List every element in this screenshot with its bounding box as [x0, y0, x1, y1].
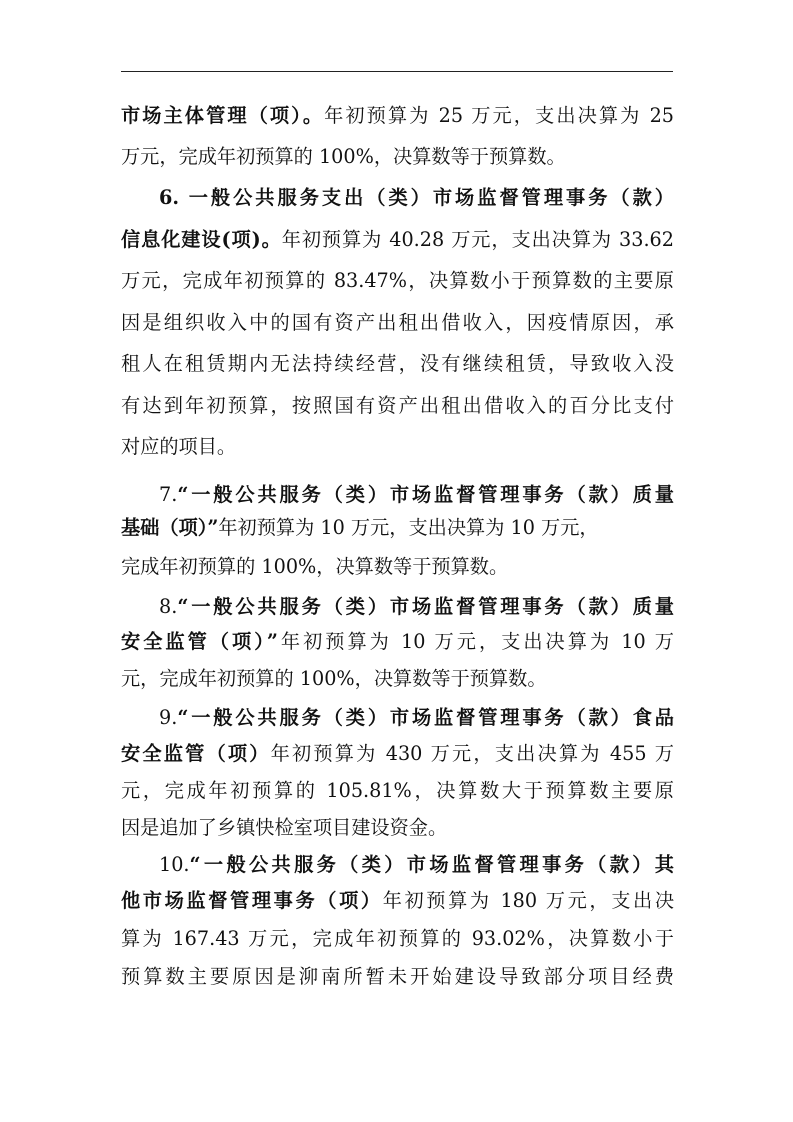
p9-line-4: 因是追加了乡镇快检室项目建设资金。: [121, 816, 448, 839]
p9-number: 9.: [159, 706, 178, 729]
p5-line-2: 万元，完成年初预算的 100%，决算数等于预算数。: [121, 145, 566, 168]
p10-line-3: 算为 167.43 万元，完成年初预算的 93.02%，决算数小于: [121, 927, 674, 950]
p7-line-1: [159, 480, 674, 510]
p9-title-end: 安全监管（项）: [121, 742, 271, 765]
p8-title: “一般公共服务（类）市场监督管理事务（款）质量: [177, 595, 674, 618]
p5-title: 市场主体管理（项）。: [121, 104, 325, 127]
p6-line-6: 有达到年初预算，按照国有资产出租出借收入的百分比支付: [121, 394, 674, 417]
p7-number: 7.: [159, 483, 178, 506]
p10-title-end: 他市场监督管理事务（项）: [121, 889, 383, 912]
p10-line-2: [121, 886, 674, 916]
p6-line-4: 因是组织收入中的国有资产出租出借收入，因疫情原因，承: [121, 311, 674, 334]
p9-title: “一般公共服务（类）市场监督管理事务（款）食品: [177, 706, 674, 729]
p6-title: 信息化建设(项)。: [121, 228, 282, 251]
p6-line-2: [121, 225, 674, 255]
p8-title-end: 安全监管（项）”: [121, 630, 278, 653]
p7-text: 年初预算为 10 万元，支出决算为 10 万元，: [218, 516, 599, 539]
p6-line-5: 租人在租赁期内无法持续经营，没有继续租赁，导致收入没: [121, 352, 674, 375]
p8-text: 年初预算为 10 万元，支出决算为 10 万: [277, 630, 674, 653]
p8-number: 8.: [159, 595, 178, 618]
p5-text: 年初预算为 25 万元，支出决算为 25: [324, 104, 674, 127]
p6-line-3: 万元，完成年初预算的 83.47%，决算数小于预算数的主要原: [121, 269, 674, 292]
p6-text: 年初预算为 40.28 万元，支出决算为 33.62: [281, 228, 674, 251]
header-rule: [121, 71, 673, 72]
p8-line-1: [159, 592, 674, 622]
p9-line-3: 元，完成年初预算的 105.81%，决算数大于预算数主要原: [121, 779, 674, 802]
p9-line-2: [121, 739, 674, 769]
p7-title: “一般公共服务（类）市场监督管理事务（款）质量: [177, 483, 674, 506]
p9-text: 年初预算为 430 万元，支出决算为 455 万: [270, 742, 674, 765]
p8-line-3: 元，完成年初预算的 100%，决算数等于预算数。: [121, 667, 547, 690]
p10-text: 年初预算为 180 万元，支出决: [382, 889, 675, 912]
p10-title: “一般公共服务（类）市场监督管理事务（款）其: [189, 853, 674, 876]
p5-line-1: [121, 101, 674, 131]
p10-line-1: [159, 850, 674, 880]
p6-line-1: 6. 一般公共服务支出（类）市场监督管理事务（款）: [159, 186, 674, 209]
p9-line-1: [159, 703, 674, 733]
p7-line-2: [121, 513, 674, 543]
p7-title-end: 基础（项）”: [121, 516, 219, 539]
p6-line-7: 对应的项目。: [121, 435, 237, 458]
p10-number: 10.: [159, 853, 190, 876]
p7-line-3: 完成年初预算的 100%，决算数等于预算数。: [121, 555, 509, 578]
p8-line-2: [121, 627, 674, 657]
p10-line-4: 预算数主要原因是泖南所暂未开始建设导致部分项目经费: [121, 965, 674, 988]
